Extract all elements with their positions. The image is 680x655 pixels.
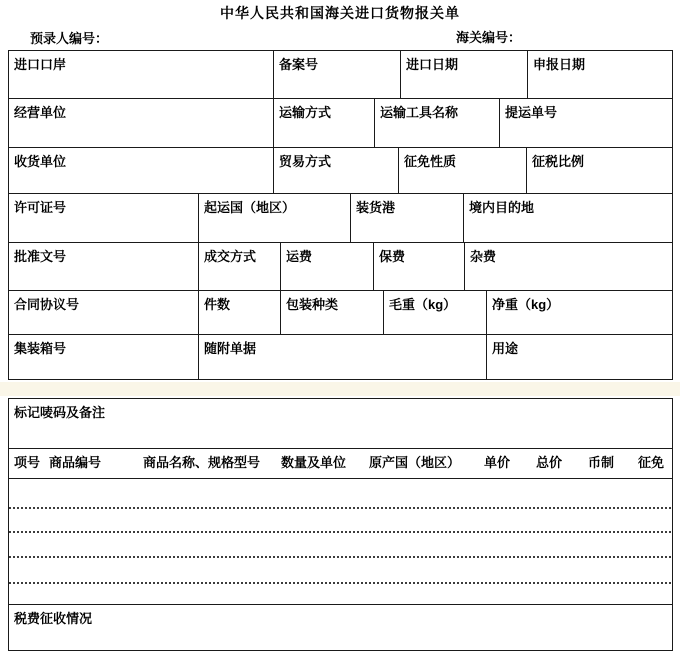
field-usage: 用途 [492,341,519,356]
item-row-dotted-line [9,531,672,533]
items-and-tax-section [8,398,673,651]
col-item-no: 项号 [14,455,41,470]
field-record-no: 备案号 [274,51,401,98]
col-origin-country: 原产国（地区） [369,455,461,470]
field-freight: 运费 [281,243,374,290]
col-currency: 币制 [588,455,615,470]
field-loading-port: 装货港 [351,194,464,242]
table-row [9,335,672,380]
declaration-form-table [8,50,673,380]
field-import-date: 进口日期 [401,51,528,98]
field-port-of-import: 进口口岸 [9,51,274,98]
col-unit-price: 单价 [484,455,511,470]
field-transport-mode: 运输方式 [274,99,375,147]
marks-and-notes-field: 标记唛码及备注 [9,399,672,449]
field-net-weight: 净重（kg） [492,297,560,312]
item-row-dotted-line [9,556,672,558]
page-title: 中华人民共和国海关进口货物报关单 [220,5,460,21]
field-levy-exempt-nature: 征免性质 [399,148,527,193]
field-trade-mode: 贸易方式 [274,148,399,193]
col-qty-unit: 数量及单位 [281,455,347,470]
col-commodity-code: 商品编号 [49,455,102,470]
table-row [9,99,672,148]
field-packing-type: 包装种类 [281,291,384,334]
table-row [9,243,672,291]
field-bill-of-lading-no: 提运单号 [505,105,558,120]
table-row [9,51,672,99]
field-packages-count: 件数 [199,291,281,334]
customs-number-label: 海关编号： [456,30,522,45]
field-insurance: 保费 [374,243,465,290]
field-misc-fees: 杂费 [470,249,497,264]
pre-entry-number-label: 预录人编号： [30,31,109,46]
field-operating-unit: 经营单位 [9,99,274,147]
field-gross-weight: 毛重（kg） [384,291,487,334]
field-license-no: 许可证号 [9,194,199,242]
field-container-no: 集装箱号 [9,335,199,380]
table-row [9,148,672,194]
col-total-price: 总价 [536,455,563,470]
item-row-dotted-line [9,582,672,584]
field-domestic-destination: 境内目的地 [469,200,535,215]
scan-artifact-band [0,382,680,396]
field-transaction-mode: 成交方式 [199,243,281,290]
field-transport-tool-name: 运输工具名称 [375,99,500,147]
field-declaration-date: 申报日期 [533,57,586,72]
col-levy-exempt: 征免 [638,455,665,470]
table-row [9,291,672,335]
field-tax-rate: 征税比例 [532,154,585,169]
items-table-body [9,479,672,604]
items-table-header [9,449,672,479]
field-accompanying-docs: 随附单据 [199,335,487,380]
field-contract-no: 合同协议号 [9,291,199,334]
col-name-spec: 商品名称、规格型号 [143,455,261,470]
field-approval-doc-no: 批准文号 [9,243,199,290]
field-consignee-unit: 收货单位 [9,148,274,193]
tax-collection-field: 税费征收情况 [9,604,672,652]
table-row [9,194,672,243]
item-row-dotted-line [9,507,672,509]
field-country-of-departure: 起运国（地区） [199,194,351,242]
